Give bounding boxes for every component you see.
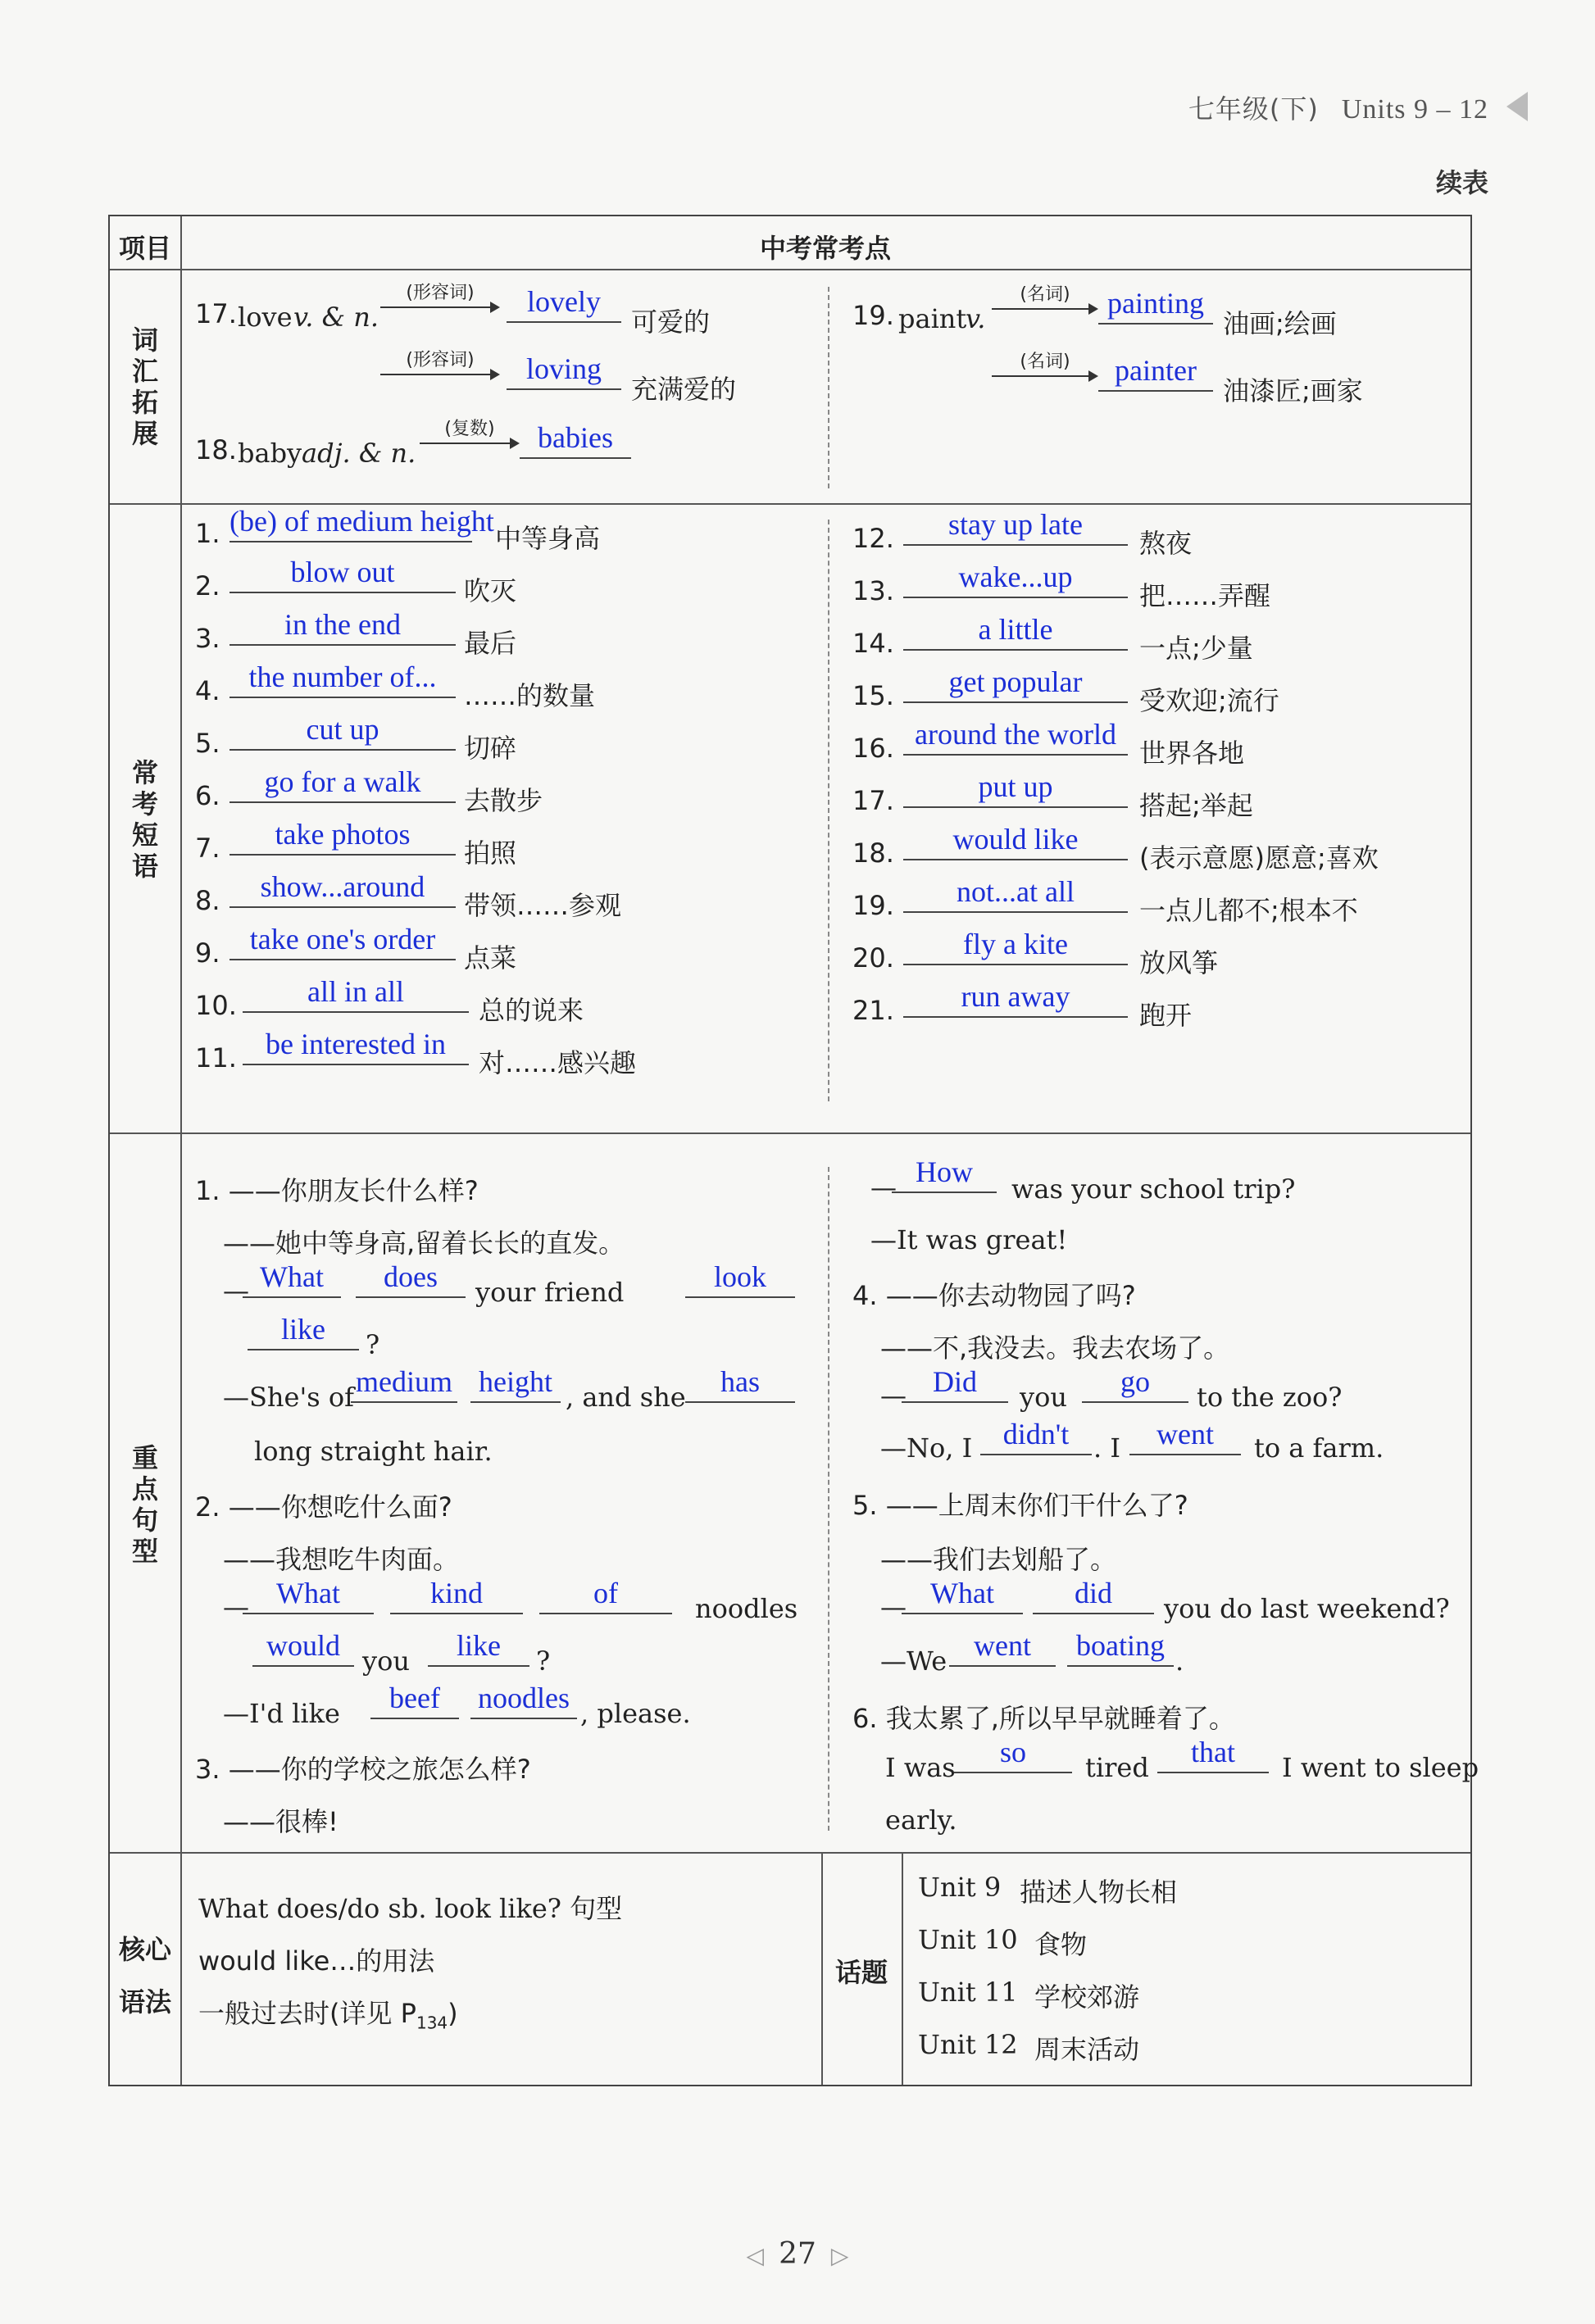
- vocab-19-meaning-1: 油画;绘画: [1223, 308, 1337, 339]
- phrase-num: 10.: [195, 990, 237, 1021]
- phrase-meaning: 去散步: [464, 785, 543, 816]
- phrase-answer: run away: [903, 980, 1128, 1018]
- s5-translation: ——我们去划船了。: [880, 1544, 1117, 1575]
- phrase-meaning: 世界各地: [1139, 738, 1245, 769]
- arrow-caption: (复数): [444, 419, 495, 439]
- vocab-17-meaning-1: 可爱的: [631, 306, 711, 338]
- s2-blank-5: like: [428, 1629, 529, 1667]
- col-divider: [902, 1852, 903, 2085]
- phrase-num: 6.: [195, 780, 220, 811]
- topic-name: 描述人物长相: [1020, 1877, 1178, 1908]
- phrase-meaning: 把……弄醒: [1139, 580, 1271, 611]
- phrase-meaning: 一点儿都不;根本不: [1139, 895, 1358, 926]
- s2-blank-3: of: [539, 1577, 672, 1614]
- s1-qmark: ?: [366, 1329, 380, 1360]
- vocab-17-answer-2: loving: [507, 352, 621, 390]
- s5-rest: you do last weekend?: [1164, 1593, 1450, 1624]
- s5-question: 5. ——上周末你们干什么了?: [852, 1490, 1188, 1521]
- s6-i-was: I was: [885, 1752, 956, 1783]
- phrase-answer: would like: [903, 823, 1128, 860]
- s2-question: 2. ——你想吃什么面?: [195, 1491, 452, 1523]
- topic-name: 周末活动: [1034, 2034, 1140, 2065]
- phrase-num: 15.: [852, 680, 894, 711]
- s4-translation: ——不,我没去。我去农场了。: [880, 1332, 1230, 1364]
- s1-blank-5: medium: [351, 1365, 457, 1403]
- phrase-num: 3.: [195, 623, 220, 654]
- phrase-answer: fly a kite: [903, 928, 1128, 965]
- phrase-meaning: 熬夜: [1139, 528, 1193, 559]
- s3-answer: —It was great!: [870, 1224, 1068, 1255]
- vocab-19-answer-1: painting: [1098, 287, 1213, 325]
- grade-label: 七年级(下): [1188, 93, 1319, 125]
- phrase-answer: in the end: [229, 608, 456, 646]
- arrow-caption: (名词): [1020, 352, 1070, 372]
- units-label: Units 9 – 12: [1341, 94, 1488, 125]
- s2-word-noodles: noodles: [695, 1593, 798, 1624]
- phrase-answer: stay up late: [903, 508, 1128, 546]
- s6-tail: early.: [885, 1804, 957, 1836]
- s2-blank-4: would: [252, 1629, 354, 1667]
- s4-blank-2: go: [1082, 1365, 1188, 1403]
- phrase-meaning: 总的说来: [479, 995, 584, 1026]
- vocab-19-answer-2: painter: [1098, 354, 1213, 392]
- vocab-17-pos: v. & n.: [293, 302, 379, 333]
- phrase-answer: put up: [903, 770, 1128, 808]
- running-header: [1188, 89, 1488, 126]
- phrase-num: 13.: [852, 575, 894, 606]
- topic-name: 学校郊游: [1034, 1981, 1140, 2013]
- phrase-answer: show...around: [229, 870, 456, 908]
- s4-question: 4. ——你去动物园了吗?: [852, 1280, 1136, 1311]
- phrase-meaning: 切碎: [464, 733, 517, 764]
- s4-blank-1: Did: [902, 1365, 1008, 1403]
- continued-label: 续表: [1435, 167, 1488, 198]
- s5-blank-1: What: [902, 1577, 1023, 1614]
- s3-translation: ——很棒!: [223, 1806, 339, 1837]
- grammar-line-3-end: ): [448, 1998, 458, 2029]
- arrow-icon: [992, 352, 1098, 385]
- s3-rest: was your school trip?: [1011, 1173, 1296, 1205]
- s1-word-friend: friend: [544, 1277, 625, 1308]
- s1-translation: ——她中等身高,留着长长的直发。: [223, 1228, 625, 1259]
- column-separator: [828, 287, 829, 488]
- s1-tail: long straight hair.: [254, 1436, 493, 1467]
- phrase-num: 7.: [195, 833, 220, 864]
- s1-dash: —: [223, 1275, 249, 1306]
- arrow-caption: (形容词): [406, 283, 475, 303]
- phrase-answer: the number of...: [229, 660, 456, 698]
- s5-blank-2: did: [1033, 1577, 1154, 1614]
- s6-question: 6. 我太累了,所以早早就睡着了。: [852, 1703, 1235, 1734]
- phrase-meaning: 点菜: [464, 942, 517, 974]
- grammar-line-3-text: 一般过去时(详见 P: [198, 1998, 416, 2029]
- s4-blank-3: didn't: [980, 1418, 1092, 1455]
- phrase-num: 20.: [852, 942, 894, 974]
- phrase-meaning: 放风筝: [1139, 947, 1219, 978]
- topic-unit: Unit 11: [918, 1977, 1018, 2008]
- s5-dash: —: [880, 1591, 907, 1623]
- phrase-num: 21.: [852, 995, 894, 1026]
- s2-blank-6: beef: [370, 1682, 459, 1719]
- s1-blank-6: height: [470, 1365, 561, 1403]
- grammar-line-3-sub: 134: [416, 2013, 448, 2033]
- s2-blank-1: What: [243, 1577, 374, 1614]
- s5-blank-3: went: [949, 1629, 1056, 1667]
- col-divider: [180, 216, 182, 2085]
- grammar-line-2: would like…的用法: [198, 1945, 435, 1977]
- column-separator: [828, 520, 829, 1101]
- phrase-num: 12.: [852, 523, 894, 554]
- vocab-18-answer: babies: [520, 421, 631, 459]
- s4-to-a-farm: to a farm.: [1254, 1432, 1384, 1464]
- s6-blank-1: so: [954, 1736, 1072, 1773]
- s6-rest: I went to sleep: [1282, 1752, 1479, 1783]
- phrase-num: 5.: [195, 728, 220, 759]
- phrase-meaning: 受欢迎;流行: [1139, 685, 1279, 716]
- header-triangle-icon: [1506, 92, 1528, 121]
- vocab-19-meaning-2: 油漆匠;画家: [1223, 375, 1363, 406]
- s1-and-she: , and she: [566, 1382, 686, 1413]
- phrase-answer: blow out: [229, 556, 456, 593]
- vocab-17-meaning-2: 充满爱的: [631, 374, 737, 405]
- grammar-label-2: 语法: [118, 1986, 171, 2018]
- s4-blank-4: went: [1129, 1418, 1241, 1455]
- grammar-line-3: [198, 1993, 458, 2032]
- phrase-num: 16.: [852, 733, 894, 764]
- phrase-meaning: 带领……参观: [464, 890, 622, 921]
- s1-blank-4: like: [248, 1313, 359, 1350]
- phrase-num: 19.: [852, 890, 894, 921]
- col1-header: 项目: [118, 233, 171, 264]
- s6-blank-2: that: [1157, 1736, 1269, 1773]
- phrase-answer: take photos: [229, 818, 456, 856]
- phrase-answer: not...at all: [903, 875, 1128, 913]
- row-divider: [110, 269, 1470, 270]
- phrase-meaning: 拍照: [464, 837, 517, 869]
- vocab-18-word: baby: [238, 438, 302, 469]
- phrase-num: 1.: [195, 518, 220, 549]
- phrase-meaning: 中等身高: [495, 523, 601, 554]
- phrase-meaning: 搭起;举起: [1139, 790, 1253, 821]
- phrase-num: 14.: [852, 628, 894, 659]
- right-triangle-icon: ▷: [830, 2242, 849, 2269]
- vocab-18-num: 18.: [195, 434, 237, 465]
- vocab-18-pos: adj. & n.: [302, 438, 416, 469]
- phrase-meaning: (表示意愿)愿意;喜欢: [1139, 842, 1379, 874]
- page-number-bar: [0, 2237, 1595, 2271]
- phrase-answer: (be) of medium height: [229, 505, 472, 542]
- s2-blank-2: kind: [390, 1577, 523, 1614]
- vocab-19-word: paint: [898, 303, 967, 334]
- arrow-caption: (名词): [1020, 284, 1070, 305]
- phrase-meaning: 吹灭: [464, 575, 517, 606]
- phrase-num: 18.: [852, 837, 894, 869]
- phrase-num: 9.: [195, 937, 220, 969]
- vocab-17-word: love: [238, 302, 293, 333]
- arrow-icon: [380, 284, 500, 316]
- s1-blank-1: What: [243, 1260, 341, 1298]
- s5-we: —We: [880, 1645, 947, 1677]
- arrow-icon: [380, 351, 500, 384]
- s3-question: 3. ——你的学校之旅怎么样?: [195, 1754, 531, 1785]
- row-divider: [110, 1132, 1470, 1134]
- phrase-meaning: 一点;少量: [1139, 633, 1253, 664]
- arrow-icon: [420, 420, 520, 452]
- phrase-meaning: ……的数量: [464, 680, 596, 711]
- col2-header: 中考常考点: [759, 233, 891, 264]
- s5-blank-4: boating: [1067, 1629, 1174, 1667]
- phrase-answer: wake...up: [903, 561, 1128, 598]
- s2-word-you: you: [362, 1645, 410, 1677]
- phrase-num: 17.: [852, 785, 894, 816]
- vocab-17-answer-1: lovely: [507, 285, 621, 323]
- left-triangle-icon: ◁: [746, 2242, 765, 2269]
- phrase-answer: all in all: [243, 975, 469, 1013]
- vocab-17-num: 17.: [195, 298, 237, 329]
- s1-blank-7: has: [685, 1365, 795, 1403]
- phrase-answer: be interested in: [243, 1028, 469, 1065]
- s1-question: 1. ——你朋友长什么样?: [195, 1175, 479, 1206]
- vocab-19-pos: v.: [966, 303, 986, 334]
- phrase-answer: cut up: [229, 713, 456, 751]
- phrase-meaning: 对……感兴趣: [479, 1047, 637, 1078]
- phrase-answer: around the world: [903, 718, 1128, 756]
- phrase-answer: get popular: [903, 665, 1128, 703]
- phrase-num: 8.: [195, 885, 220, 916]
- phrase-answer: take one's order: [229, 923, 456, 960]
- topic-name: 食物: [1034, 1929, 1088, 1960]
- arrow-caption: (形容词): [406, 350, 475, 370]
- phrase-num: 4.: [195, 675, 220, 706]
- topic-unit: Unit 10: [918, 1924, 1018, 1955]
- grammar-line-1: What does/do sb. look like? 句型: [198, 1893, 623, 1924]
- s4-no-i: —No, I: [880, 1432, 973, 1464]
- phrase-meaning: 跑开: [1139, 1000, 1193, 1031]
- s2-please: , please.: [580, 1698, 691, 1729]
- s1-shes-of: —She's of: [223, 1382, 354, 1413]
- s2-blank-7: noodles: [470, 1682, 577, 1719]
- s3-blank-1: How: [892, 1155, 997, 1193]
- s4-to-the-zoo: to the zoo?: [1197, 1382, 1343, 1413]
- s6-tired: tired: [1085, 1752, 1149, 1783]
- s2-id-like: —I'd like: [223, 1698, 340, 1729]
- phrase-answer: a little: [903, 613, 1128, 651]
- s1-blank-2: does: [356, 1260, 466, 1298]
- s1-blank-3: look: [685, 1260, 795, 1298]
- s2-dash: —: [223, 1591, 249, 1623]
- vocab-19-num: 19.: [852, 300, 894, 331]
- s2-translation: ——我想吃牛肉面。: [223, 1544, 460, 1575]
- s3-dash: —: [870, 1172, 897, 1203]
- arrow-icon: [992, 285, 1098, 318]
- column-separator: [828, 1167, 829, 1831]
- sentences-label: 重点句型: [131, 1442, 158, 1567]
- s4-dot-i: . I: [1093, 1432, 1120, 1464]
- s4-word-you: you: [1020, 1382, 1067, 1413]
- topic-unit: Unit 12: [918, 2029, 1018, 2060]
- vocab-label: 词汇拓展: [131, 325, 158, 449]
- topics-label: 话题: [834, 1957, 888, 1988]
- phrase-answer: go for a walk: [229, 765, 456, 803]
- summary-table: [108, 215, 1479, 2086]
- phrase-meaning: 最后: [464, 628, 517, 659]
- s4-dash: —: [880, 1380, 907, 1411]
- phrase-num: 11.: [195, 1042, 237, 1073]
- row-divider: [110, 1852, 1470, 1854]
- topic-unit: Unit 9: [918, 1872, 1002, 1903]
- phrase-num: 2.: [195, 570, 220, 601]
- s2-qmark: ?: [536, 1645, 551, 1677]
- s1-word-your: your: [475, 1277, 536, 1308]
- grammar-label-1: 核心: [118, 1934, 171, 1965]
- page-number: 27: [779, 2237, 816, 2271]
- phrases-label: 常考短语: [131, 757, 158, 882]
- s5-dot: .: [1175, 1645, 1184, 1677]
